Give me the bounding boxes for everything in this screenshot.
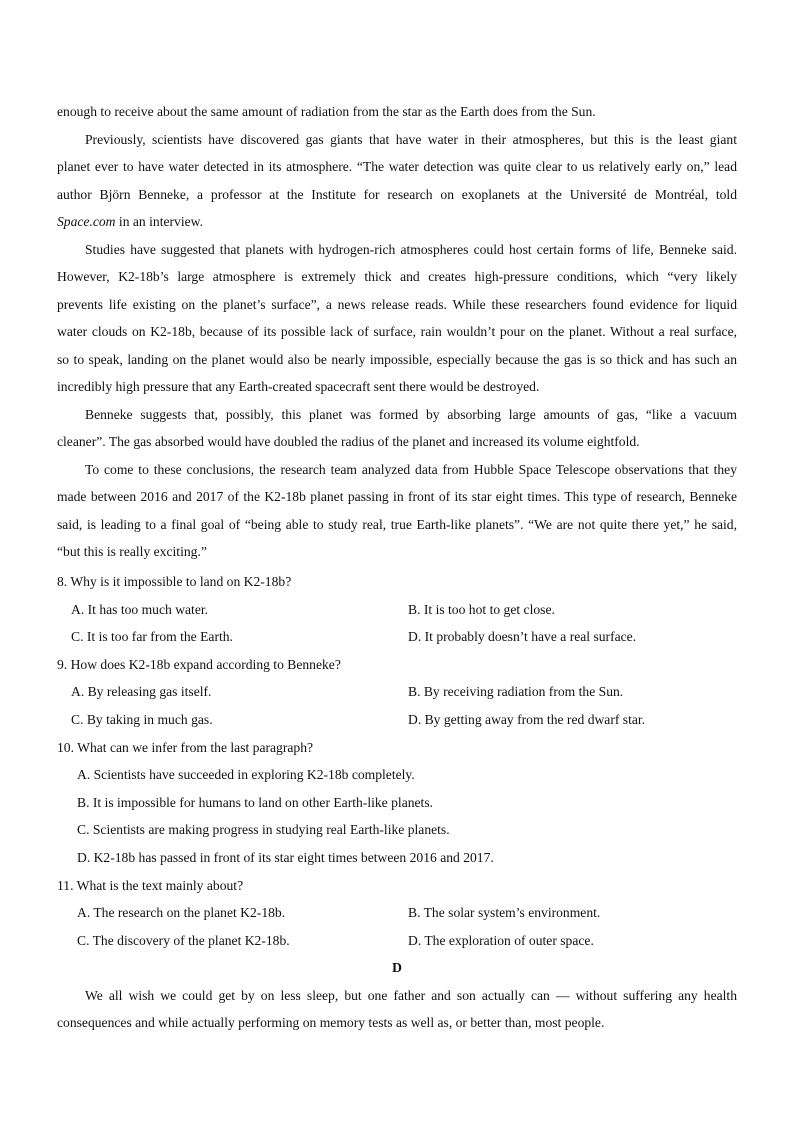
question-9-options-row-2 <box>57 706 737 734</box>
paragraph-2-line-5: so to speak, landing on the planet would also be nearly impossible, especially because the gas is so thick and has such an <box>57 351 737 367</box>
question-9-option-d[interactable]: D. By getting away from the red dwarf star. <box>408 711 646 727</box>
paragraph-2-line-1: Studies have suggested that planets with hydrogen-rich atmospheres could host certain forms of life, Benneke said. <box>85 241 737 257</box>
paragraph-4-line-3: said, is leading to a final goal of “being able to study real, true Earth-like planets”. “We are not quite there yet,” he said, <box>57 516 737 532</box>
question-10-option-c[interactable]: C. Scientists are making progress in studying real Earth-like planets. <box>77 822 450 838</box>
source-name: Space.com <box>57 214 116 229</box>
paragraph-0: enough to receive about the same amount of radiation from the star as the Earth does from the Sun. <box>57 104 596 119</box>
paragraph-3-line-2: cleaner”. The gas absorbed would have doubled the radius of the planet and increased its volume eightfold. <box>57 434 640 449</box>
question-11-stem: 11. What is the text mainly about? <box>57 877 244 893</box>
paragraph-2-line-6: incredibly high pressure that any Earth-created spacecraft sent there would be destroyed. <box>57 379 540 394</box>
question-11-options-row-2 <box>57 927 737 955</box>
paragraph-1-tail: in an interview. <box>115 214 203 229</box>
question-8-option-b[interactable]: B. It is too hot to get close. <box>408 601 555 617</box>
question-8-options-row-2 <box>57 623 737 651</box>
section-d-heading: D <box>392 960 402 976</box>
paragraph-4-line-2: made between 2016 and 2017 of the K2-18b planet passing in front of its star eight times. This type of research, Benneke <box>57 489 737 504</box>
paragraph-4-line-1: To come to these conclusions, the research team analyzed data from Hubble Space Telescope observations that they <box>85 461 737 477</box>
question-8-option-c[interactable]: C. It is too far from the Earth. <box>71 629 233 645</box>
question-11-option-d[interactable]: D. The exploration of outer space. <box>408 932 594 948</box>
question-11-options-row-1 <box>57 899 737 927</box>
question-11-option-a[interactable]: A. The research on the planet K2-18b. <box>77 905 286 921</box>
section-d-paragraph <box>57 982 737 1037</box>
paragraph-1-line-2: planet ever to have water detected in its atmosphere. “The water detection was quite clear to us relatively early on,” lead <box>57 159 737 174</box>
question-11-option-c[interactable]: C. The discovery of the planet K2-18b. <box>77 932 290 948</box>
question-8-option-a[interactable]: A. It has too much water. <box>71 601 209 617</box>
paragraph-1-line-1: Previously, scientists have discovered gas giants that have water in their atmospheres, but this is the least giant <box>85 131 737 147</box>
section-d-line-1: We all wish we could get by on less sleep, but one father and son actually can — without suffering any health <box>85 987 737 1003</box>
paragraph-4 <box>57 456 737 566</box>
question-8-stem: 8. Why is it impossible to land on K2-18b? <box>57 574 292 589</box>
question-list <box>57 568 737 1037</box>
question-11-option-b[interactable]: B. The solar system’s environment. <box>408 905 601 921</box>
paragraph-3 <box>57 401 737 456</box>
paragraph-2-line-2: However, K2-18b’s large atmosphere is extremely thick and creates high-pressure conditions, which “very likely <box>57 269 737 284</box>
question-10-option-b[interactable]: B. It is impossible for humans to land on other Earth-like planets. <box>77 794 434 810</box>
paragraph-1-line-3: author Björn Benneke, a professor at the Institute for research on exoplanets at the Université de Montréal, told <box>57 186 737 202</box>
paragraph-4-line-4: “but this is really exciting.” <box>57 544 207 559</box>
question-8-options-row-1 <box>57 596 737 624</box>
question-9-option-a[interactable]: A. By releasing gas itself. <box>71 684 212 700</box>
question-10-option-d[interactable]: D. K2-18b has passed in front of its star eight times between 2016 and 2017. <box>77 849 494 865</box>
question-9-option-c[interactable]: C. By taking in much gas. <box>71 711 213 727</box>
question-9-options-row-1 <box>57 678 737 706</box>
question-8-option-d[interactable]: D. It probably doesn’t have a real surface. <box>408 629 637 645</box>
question-9-stem: 9. How does K2-18b expand according to Benneke? <box>57 656 341 672</box>
paragraph-1 <box>57 126 737 236</box>
paragraph-2-line-3: prevents life existing on the planet’s surface”, a news release reads. While these researchers found evidence for liquid <box>57 296 737 312</box>
paragraph-3-line-1: Benneke suggests that, possibly, this planet was formed by absorbing large amounts of gas, “like a vacuum <box>85 406 737 422</box>
paragraph-1-line-4 <box>57 214 203 229</box>
question-10-option-a[interactable]: A. Scientists have succeeded in exploring K2-18b completely. <box>77 767 415 783</box>
paragraph-2-line-4: water clouds on K2-18b, because of its possible lack of surface, rain wouldn’t pour on the planet. Without a real surface, <box>57 324 737 339</box>
question-9-option-b[interactable]: B. By receiving radiation from the Sun. <box>408 684 624 700</box>
paragraph-2 <box>57 236 737 401</box>
reading-passage <box>57 98 737 566</box>
question-10-stem: 10. What can we infer from the last paragraph? <box>57 739 314 755</box>
section-d-line-2: consequences and while actually performing on memory tests as well as, or better than, most people. <box>57 1015 605 1031</box>
